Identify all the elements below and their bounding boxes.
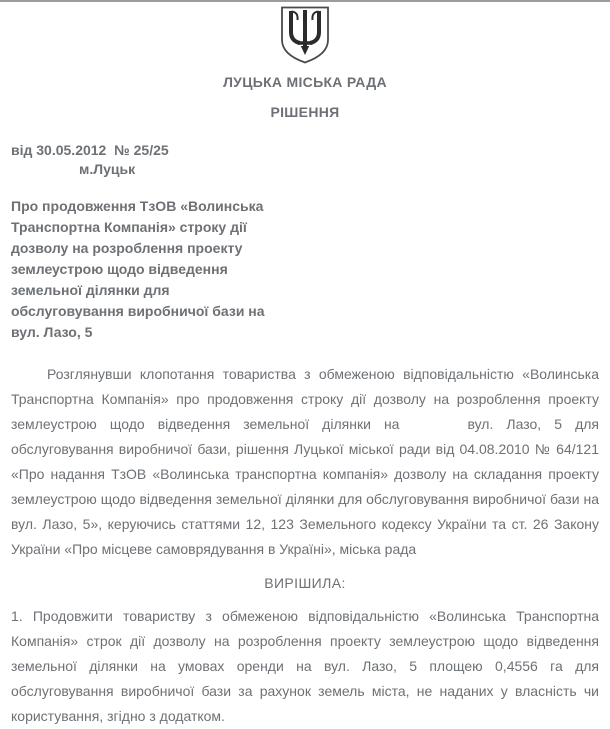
doc-type-heading: РІШЕННЯ bbox=[270, 104, 340, 120]
preamble-text-before-blank: Розглянувши клопотання товариства з обмеженою відповідальністю «Волинська Транспортна Компанія» про продовження строку дії дозволу на розроблення проекту землеустрою щодо відведення земельної ділянки на bbox=[11, 366, 599, 432]
emblem-container bbox=[11, 2, 599, 65]
ukraine-trident-emblem-icon bbox=[278, 5, 332, 65]
resolution-heading: ВИРІШИЛА: bbox=[264, 575, 346, 591]
place-line: м.Луцьк bbox=[79, 161, 136, 177]
blank-field bbox=[399, 428, 467, 429]
date-number-line: від 30.05.2012 № 25/25 bbox=[11, 142, 169, 158]
resolution-item-1: 1. Продовжити товариству з обмеженою відповідальністю «Волинська Транспортна Компанія» строк дії дозволу на розроблення проекту землеустрою щодо відведення земельної ділянки на умовах оренди на вул. Лазо, 5 площею 0,4556 га для обслуговування виробничої бази за рахунок земель міста, не наданих у власність чи користування, згідно з додатком. bbox=[11, 608, 599, 724]
document-subject: Про продовження ТзОВ «Волинська Транспортна Компанія» строку дії дозволу на розроблення проекту землеустрою щодо відведення земельної ділянки для обслуговування виробничої бази на вул. Лазо, 5 bbox=[11, 198, 265, 340]
preamble-text-after-blank: вул. Лазо, 5 для обслуговування виробничої бази, рішення Луцької міської ради від 04.08.2010 № 64/121 «Про надання ТзОВ «Волинська транспортна компанія» дозволу на складання проекту землеустрою щодо відведення земельної ділянки для обслуговування виробничої бази на вул. Лазо, 5», керуючись статтями 12, 123 Земельного кодексу України та ст. 26 Закону України «Про місцеве самоврядування в Україні», міська рада bbox=[11, 416, 599, 557]
preamble-paragraph bbox=[11, 362, 599, 562]
org-name-heading: ЛУЦЬКА МІСЬКА РАДА bbox=[223, 74, 387, 90]
